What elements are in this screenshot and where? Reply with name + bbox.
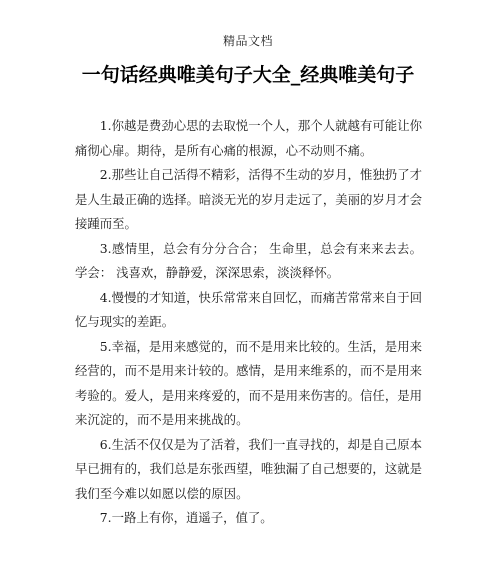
page-header: 精品文档 bbox=[222, 34, 273, 48]
paragraph: 6.生活不仅仅是为了活着，我们一直寻找的，却是自己原本早已拥有的，我们总是东张西望，唯独漏了自己想要的，这就是我们至今难以如愿以偿的原因。 bbox=[75, 436, 422, 501]
paragraph: 3.感情里，总会有分分合合； 生命里，总会有来来去去。 学会： 浅喜欢，静静爱，深深思索，淡淡释怀。 bbox=[75, 240, 422, 280]
paragraph: 7.一路上有你，逍遥子，值了。 bbox=[99, 510, 273, 525]
paragraph: 4.慢慢的才知道，快乐常常来自回忆，而痛苦常常来自于回忆与现实的差距。 bbox=[75, 289, 422, 329]
page-title: 一句话经典唯美句子大全_经典唯美句子 bbox=[81, 64, 415, 86]
article-body bbox=[75, 114, 422, 531]
paragraph: 1.你越是费劲心思的去取悦一个人，那个人就越有可能让你痛彻心扉。期待，是所有心痛的根源，心不动则不痛。 bbox=[75, 118, 422, 158]
paragraph: 2.那些让自己活得不精彩，活得不生动的岁月，惟独扔了才是人生最正确的选择。暗淡无光的岁月走远了，美丽的岁月才会接踵而至。 bbox=[75, 167, 422, 231]
paragraph: 5.幸福，是用来感觉的，而不是用来比较的。生活，是用来经营的，而不是用来计较的。感情，是用来维系的，而不是用来考验的。爱人，是用来疼爱的，而不是用来伤害的。信任，是用来沉淀的，而不是用来挑战的。 bbox=[75, 338, 422, 427]
